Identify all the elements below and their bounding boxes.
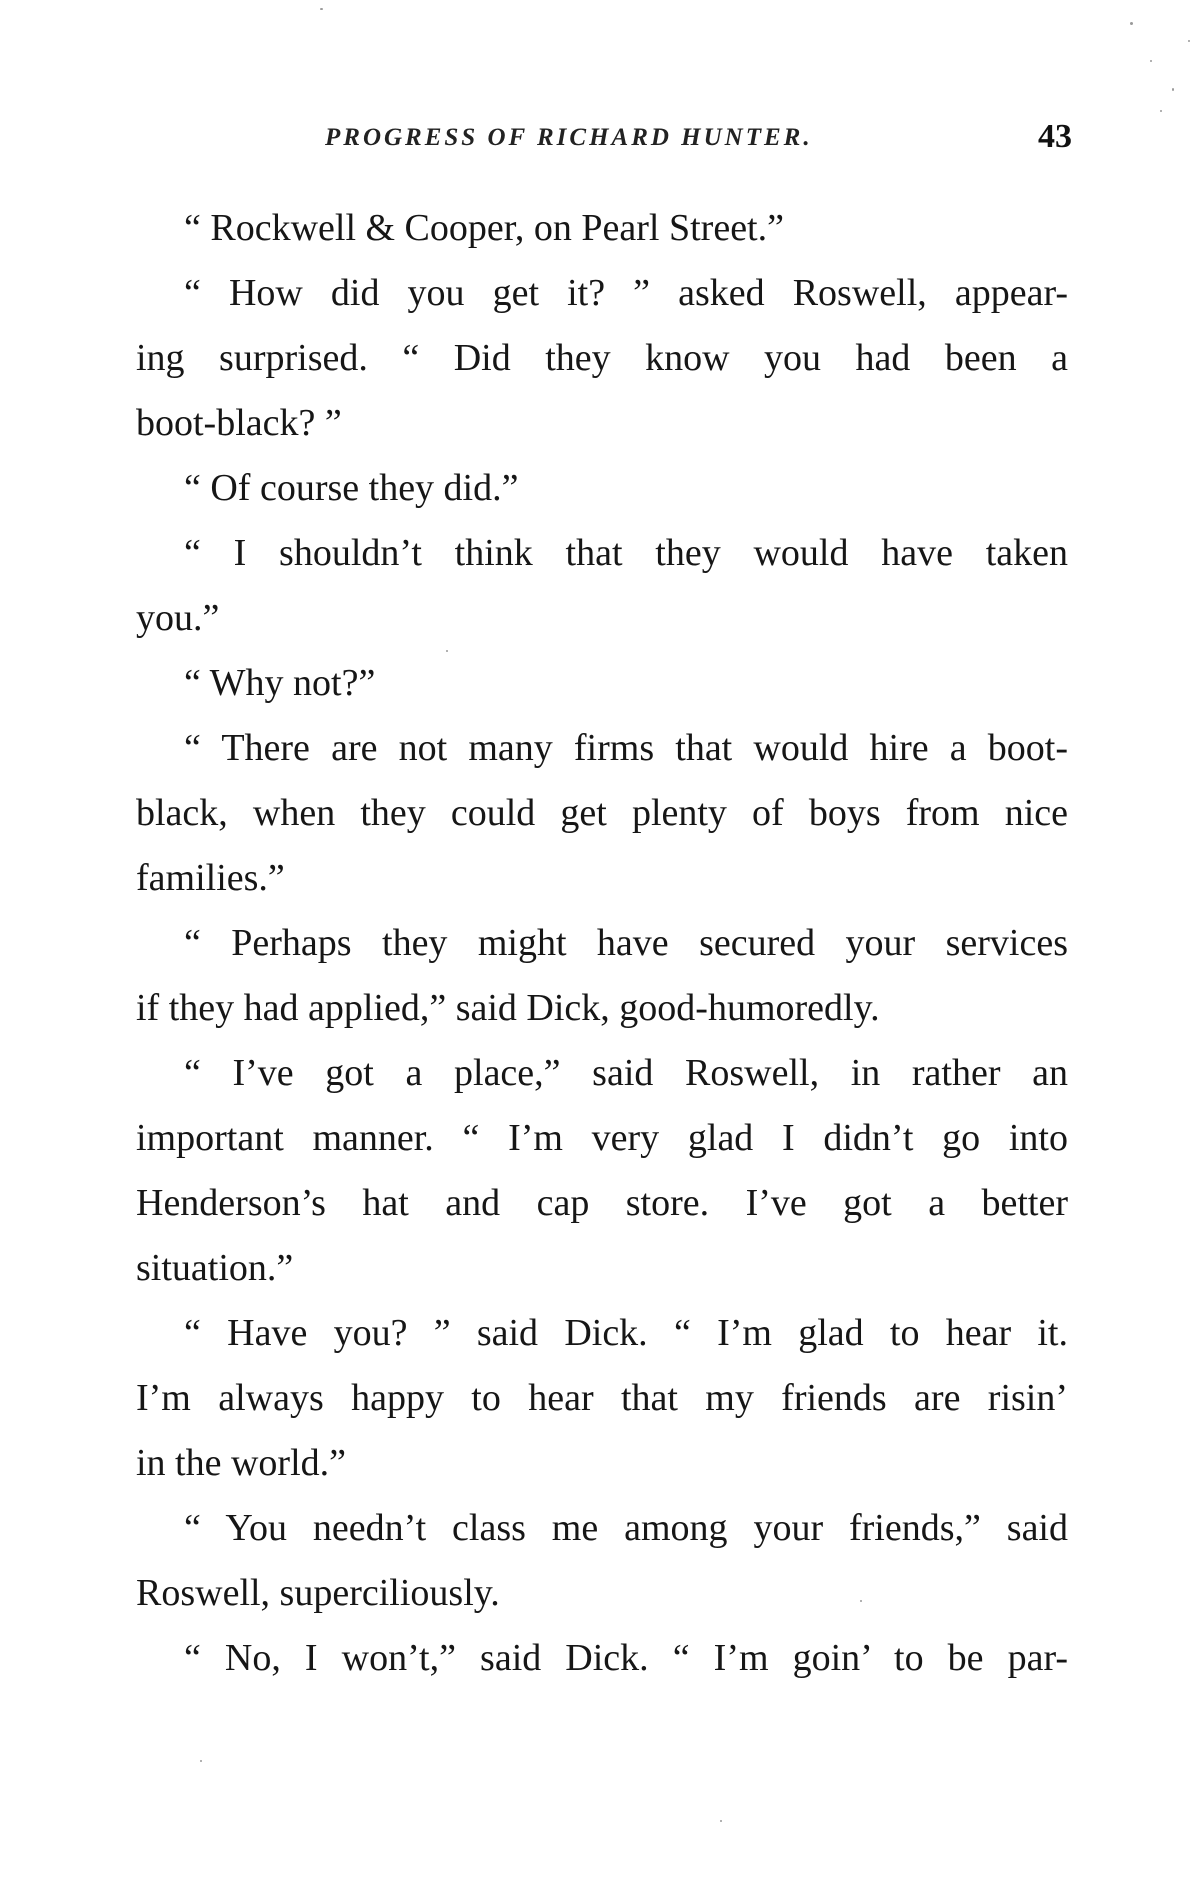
text-line: “ How did you get it? ” asked Roswell, appear- [184,272,1068,314]
text-line: “ Of course they did.” [184,467,519,509]
text-line: “ Rockwell & Cooper, on Pearl Street.” [184,207,784,249]
page-header [132,118,1072,162]
text-line: “ I shouldn’t think that they would have taken [184,532,1068,574]
text-line: Roswell, superciliously. [136,1572,500,1614]
text-line: I’m always happy to hear that my friends are risin’ [136,1377,1068,1419]
body-text [136,196,1068,1691]
scan-speck [446,650,448,652]
text-line: “ Why not?” [184,662,376,704]
text-line: if they had applied,” said Dick, good-humoredly. [136,987,880,1029]
text-line: “ Have you? ” said Dick. “ I’m glad to hear it. [184,1312,1068,1354]
text-line: “ There are not many firms that would hire a boot- [184,727,1068,769]
scan-speck [1150,60,1152,62]
page-number: 43 [1038,118,1072,155]
running-title: PROGRESS OF RICHARD HUNTER. [325,124,813,151]
scan-speck [860,1600,862,1602]
scan-speck [1130,22,1133,25]
scan-speck [1188,40,1190,42]
scan-speck [720,1820,722,1822]
text-line: black, when they could get plenty of boys from nice [136,792,1068,834]
text-line: “ Perhaps they might have secured your services [184,922,1068,964]
text-line: Henderson’s hat and cap store. I’ve got a better [136,1182,1068,1224]
scan-speck [1160,110,1162,112]
text-line: “ I’ve got a place,” said Roswell, in rather an [184,1052,1068,1094]
scan-speck [1172,88,1174,91]
text-line: in the world.” [136,1442,347,1484]
text-line: boot-black? ” [136,402,342,444]
text-line: ing surprised. “ Did they know you had been a [136,337,1068,379]
text-line: “ No, I won’t,” said Dick. “ I’m goin’ to be par- [184,1637,1068,1679]
text-line: you.” [136,597,220,639]
text-line: important manner. “ I’m very glad I didn’t go into [136,1117,1068,1159]
text-line: situation.” [136,1247,294,1289]
scan-speck [320,8,323,10]
scan-speck [200,1760,202,1762]
text-line: “ You needn’t class me among your friends,” said [184,1507,1068,1549]
text-line: families.” [136,857,285,899]
